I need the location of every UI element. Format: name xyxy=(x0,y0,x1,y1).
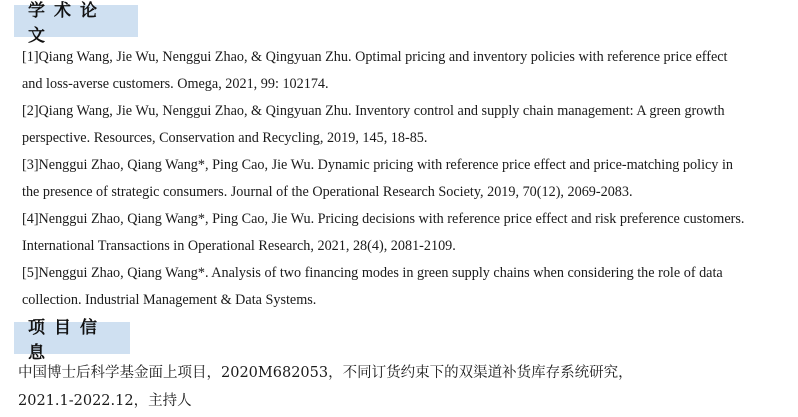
paper-list xyxy=(22,44,782,314)
paper-line: and loss-averse customers. Omega, 2021, 99: 102174. xyxy=(22,76,329,92)
paper-item xyxy=(22,152,782,206)
section-header-papers xyxy=(14,1,138,46)
project-line: 2021.1-2022.12，主持人 xyxy=(18,393,192,409)
paper-item xyxy=(22,260,782,314)
paper-line: International Transactions in Operational Research, 2021, 28(4), 2081-2109. xyxy=(22,238,456,254)
paper-line: [1]Qiang Wang, Jie Wu, Nenggui Zhao, & Qingyuan Zhu. Optimal pricing and inventory policies with reference price effect xyxy=(22,49,728,65)
project-list xyxy=(18,359,788,415)
paper-line: the presence of strategic consumers. Journal of the Operational Research Society, 2019, 70(12), 2069-2083. xyxy=(22,184,633,200)
paper-item xyxy=(22,206,782,260)
paper-item xyxy=(22,44,782,98)
paper-line: [4]Nenggui Zhao, Qiang Wang*, Ping Cao, Jie Wu. Pricing decisions with reference price effect and risk preference customers. xyxy=(22,211,745,227)
paper-line: [3]Nenggui Zhao, Qiang Wang*, Ping Cao, Jie Wu. Dynamic pricing with reference price effect and price-matching policy in xyxy=(22,157,733,173)
paper-line: collection. Industrial Management & Data Systems. xyxy=(22,292,317,308)
paper-item xyxy=(22,98,782,152)
section-title-papers: 学术论文 xyxy=(28,1,106,46)
section-title-projects: 项目信息 xyxy=(28,318,106,363)
project-item xyxy=(18,359,788,415)
project-line: 中国博士后科学基金面上项目，2020M682053，不同订货约束下的双渠道补货库存系统研究， xyxy=(18,365,633,381)
paper-line: perspective. Resources, Conservation and Recycling, 2019, 145, 18-85. xyxy=(22,130,428,146)
section-header-projects xyxy=(14,318,130,363)
paper-line: [2]Qiang Wang, Jie Wu, Nenggui Zhao, & Qingyuan Zhu. Inventory control and supply chain management: A green growth xyxy=(22,103,725,119)
paper-line: [5]Nenggui Zhao, Qiang Wang*. Analysis of two financing modes in green supply chains when considering the role of data xyxy=(22,265,723,281)
